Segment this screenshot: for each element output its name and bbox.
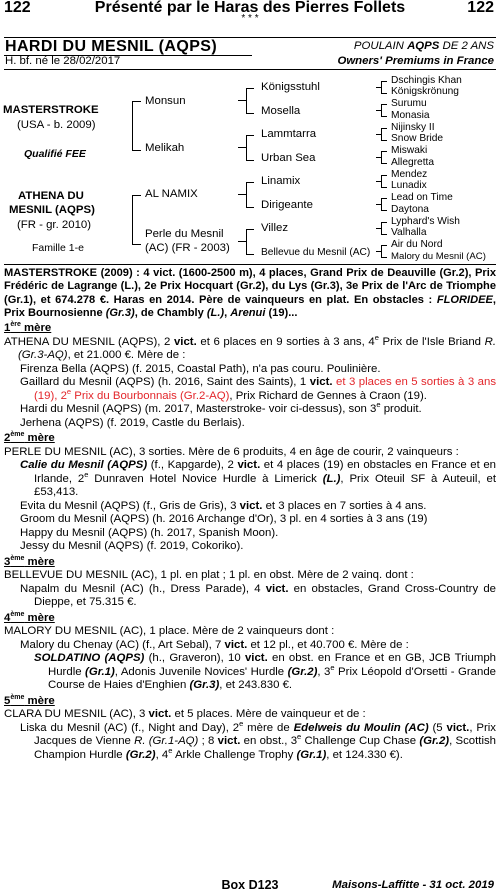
- gen4-5: Nijinsky II: [391, 122, 435, 133]
- section-1st-dam: 1ère mère: [4, 321, 52, 334]
- bracket-sire: [132, 101, 141, 151]
- produce-jerhena: Jerhena (AQPS) (f. 2019, Castle du Berlais).: [20, 416, 245, 429]
- bracket-g4-7: [381, 222, 387, 235]
- tick-melikah: [238, 147, 246, 148]
- tick-monsun: [238, 100, 246, 101]
- section-2nd-dam: 2ème mère: [4, 431, 55, 444]
- tick-g4-5: [376, 181, 381, 182]
- lot-number-left: 122: [4, 0, 31, 16]
- tick-alnamix: [238, 194, 246, 195]
- produce-malory: Malory du Chenay (AC) (f., Art Sebal), 7 vict. et 12 pl., et 40.700 €. Mère de :: [20, 638, 409, 651]
- gen3-6: Dirigeante: [261, 199, 313, 211]
- gen4-8: Allegretta: [391, 157, 435, 168]
- tick-g4-7: [376, 228, 381, 229]
- section-3rd-dam: 3ème mère: [4, 554, 55, 568]
- gen4-13: Lyphard's Wish: [391, 216, 460, 227]
- tick-g4-1: [376, 87, 381, 88]
- tick-g4-2: [376, 110, 381, 111]
- gen4-12: Daytona: [391, 204, 429, 215]
- gen4-9: Mendez: [391, 169, 428, 180]
- bracket-g4-5: [381, 175, 387, 188]
- bracket-g4-3: [381, 128, 387, 141]
- gen4-7: Miswaki: [391, 145, 428, 156]
- gen4-10: Lunadix: [391, 180, 427, 191]
- bracket-monsun: [246, 88, 254, 114]
- produce-hardi: Hardi du Mesnil (AQPS) (m. 2017, Masterstroke- voir ci-dessus), son 3e produit.: [20, 400, 422, 415]
- horse-sex: POULAIN AQPS DE 2 ANS: [353, 40, 494, 52]
- gen4-14: Valhalla: [391, 227, 427, 238]
- sire-name: MASTERSTROKE: [3, 104, 99, 116]
- third-dam-paragraph: BELLEVUE DU MESNIL (AC), 1 pl. en plat ; 1 pl. en obst. Mère de 2 vainq. dont :: [4, 569, 414, 581]
- bracket-g4-6: [381, 198, 387, 211]
- gen2-dam-dam: Perle du Mesnil: [145, 228, 224, 240]
- section-5th-dam: 5ème mère: [4, 693, 55, 707]
- owners-premiums: Owners' Premiums in France: [337, 55, 494, 67]
- gen3-3: Lammtarra: [261, 128, 317, 140]
- tick-g4-8: [376, 251, 381, 252]
- tick-perle: [238, 241, 246, 242]
- produce-soldatino: SOLDATINO (AQPS) (h., Graveron), 10 vict. en obst. en France et en GB, JCB Triumph Hurdle (Gr.1), Adonis Juvenile Novices' Hurdle (Gr.2), 3e Prix Léopold d'Orsetti - Grande Course de Haies d'Enghien (Gr.3), et 243.830 €.: [34, 652, 496, 691]
- gen2-dam-sire: AL NAMIX: [145, 188, 198, 200]
- bracket-g4-4: [381, 151, 387, 164]
- birth-date: H. bf. né le 28/02/2017: [5, 55, 121, 67]
- dam-family: Famille 1-e: [32, 242, 84, 254]
- produce-napalm: Napalm du Mesnil (AC) (h., Dress Parade), 4 vict. en obstacles, Grand Cross-Country de Dieppe, et 75.315 €.: [20, 582, 496, 608]
- bracket-g4-2: [381, 104, 387, 117]
- bracket-g4-8: [381, 245, 387, 258]
- second-dam-paragraph: PERLE DU MESNIL (AC), 3 sorties. Mère de 6 produits, 4 en âge de courir, 2 vainqueurs :: [4, 445, 459, 458]
- dam-name-line2: MESNIL (AQPS): [9, 204, 95, 216]
- consignor-title: Présenté par le Haras des Pierres Follets: [94, 0, 406, 16]
- gen2-dam-dam-info: (AC) (FR - 2003): [145, 242, 230, 254]
- gen3-5: Linamix: [261, 175, 301, 187]
- rule-pedigree-top: [4, 69, 496, 70]
- produce-gaillard: Gaillard du Mesnil (AQPS) (h. 2016, Saint des Saints), 1 vict. et 3 places en 5 sorties à 3 ans (19), 2e Prix du Bourbonnais (Gr.2-AQ), Prix Richard de Gennes à Craon (19).: [20, 376, 497, 402]
- box-number: Box D123: [221, 878, 279, 892]
- gen3-8: Bellevue du Mesnil (AC): [261, 247, 371, 258]
- tick-g4-4: [376, 157, 381, 158]
- dam-info: (FR - gr. 2010): [17, 219, 92, 231]
- produce-groom: Groom du Mesnil (AQPS) (h. 2016 Archange d'Or), 3 pl. en 4 sorties à 3 ans (19): [20, 513, 428, 525]
- gen4-11: Lead on Time: [391, 192, 453, 203]
- dam-name-line1: ATHENA DU: [18, 190, 84, 202]
- gen3-1: Königsstuhl: [261, 81, 320, 93]
- dam-line: [4, 321, 496, 762]
- bracket-dam: [132, 195, 141, 245]
- tick-g4-3: [376, 134, 381, 135]
- gen4-2: Königskrönung: [391, 86, 459, 97]
- horse-name: HARDI DU MESNIL (AQPS): [5, 38, 218, 55]
- sire-qualification: Qualifié FEE: [24, 148, 86, 160]
- sale-place-date: Maisons-Laffitte - 31 oct. 2019: [332, 879, 494, 891]
- tick-g4-6: [376, 204, 381, 205]
- bracket-alnamix: [246, 182, 254, 208]
- gen4-1: Dschingis Khan: [391, 75, 462, 86]
- gen4-6: Snow Bride: [391, 133, 444, 144]
- gen4-16: Malory du Mesnil (AC): [391, 251, 486, 262]
- gen2-sire-sire: Monsun: [145, 95, 186, 107]
- bracket-g4-1: [381, 81, 387, 94]
- gen4-3: Surumu: [391, 98, 427, 109]
- produce-calie: Calie du Mesnil (AQPS) (f., Kapgarde), 2 vict. et 4 places (19) en obstacles en France et en Irlande, 2e Dunraven Hotel Novice Hurdle à Limerick (L.), Prix Oteuil SF à Auteuil, et £53,413.: [20, 459, 497, 498]
- gen3-2: Mosella: [261, 105, 301, 117]
- page-footer: [0, 878, 500, 893]
- fourth-dam-paragraph: MALORY DU MESNIL (AC), 1 place. Mère de 2 vainqueurs dont :: [4, 625, 335, 637]
- produce-jessy: Jessy du Mesnil (AQPS) (f. 2019, Cokoriko).: [20, 540, 244, 552]
- gen4-4: Monasia: [391, 110, 430, 121]
- gen3-4: Urban Sea: [261, 152, 316, 164]
- fifth-dam-paragraph: CLARA DU MESNIL (AC), 3 vict. et 5 places. Mère de vainqueur et de :: [4, 708, 366, 720]
- first-dam-paragraph: ATHENA DU MESNIL (AQPS), 2 vict. et 6 places en 9 sorties à 3 ans, 4e Prix de l'Isle Briand R. (Gr.3-AQ), et 21.000 €. Mère de :: [4, 332, 497, 361]
- bracket-perle: [246, 229, 254, 255]
- header-stars: * * *: [241, 13, 259, 24]
- sire-record: MASTERSTROKE (2009) : 4 vict. (1600-2500 m), 4 places, Grand Prix de Deauville (Gr.2), Prix Frédéric de Lagrange (L.), 2e Prix Hocquart (Gr.2), du Lys (Gr.3), 3e Prix de l'Arc de Triomphe (Gr.1), et 674.278 €. Haras en 2014. Père de vainqueurs en plat. En obstacles : FLORIDEE, Prix Bournosienne (Gr.3), de Chambly (L.), Arenui (19)...: [4, 267, 496, 320]
- gen3-7: Villez: [261, 222, 289, 234]
- produce-firenza: Firenza Bella (AQPS) (f. 2015, Coastal Path), n'a pas couru. Poulinière.: [20, 362, 381, 375]
- lot-number-right: 122: [467, 0, 494, 16]
- produce-evita: Evita du Mesnil (AQPS) (f., Gris de Gris), 3 vict. et 3 places en 7 sorties à 4 ans.: [20, 499, 427, 512]
- produce-liska: Liska du Mesnil (AC) (f., Night and Day), 2e mère de Edelweis du Moulin (AC) (5 vict., Prix Jacques de Vienne R. (Gr.1-AQ) ; 8 vict. en obst., 3e Challenge Cup Chase (Gr.2), Scottish Champion Hurdle (Gr.2), 4e Arkle Challenge Trophy (Gr.1), et 124.330 €).: [20, 718, 497, 761]
- gen2-sire-dam: Melikah: [145, 142, 185, 154]
- produce-happy: Happy du Mesnil (AQPS) (h. 2017, Spanish Moon).: [20, 526, 279, 539]
- sire-info: (USA - b. 2009): [17, 119, 96, 131]
- bracket-melikah: [246, 135, 254, 161]
- section-4th-dam: 4ème mère: [4, 610, 55, 624]
- gen4-15: Air du Nord: [391, 239, 443, 250]
- rule-pedigree-bottom: [4, 264, 496, 265]
